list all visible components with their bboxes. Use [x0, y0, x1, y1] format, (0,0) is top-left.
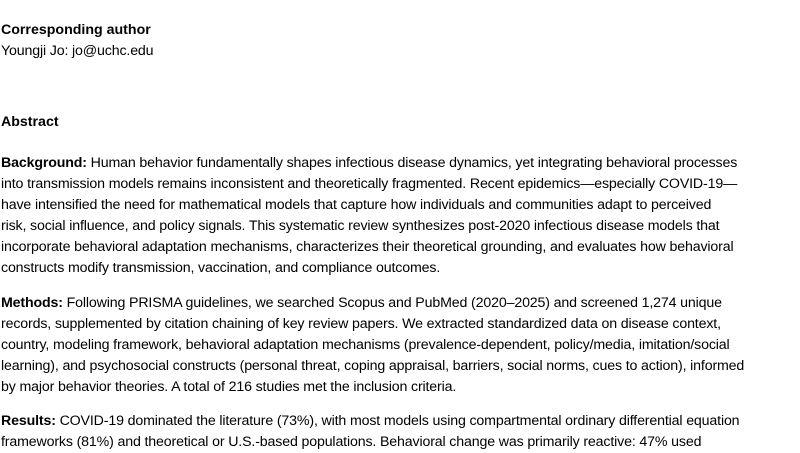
methods-label: Methods: [1, 295, 63, 311]
background-line-5: incorporate behavioral adaptation mechanisms, characterizes their theoretical grounding, and evaluates how behavioral [1, 239, 734, 255]
background-text-1: Human behavior fundamentally shapes infectious disease dynamics, yet integrating behavioral processes [86, 155, 738, 171]
methods-paragraph [1, 293, 796, 398]
methods-line-5: by major behavior theories. A total of 216 studies met the inclusion criteria. [1, 379, 457, 395]
background-paragraph [1, 153, 796, 279]
background-line-2: into transmission models remains inconsistent and theoretically fragmented. Recent epidemics—especially COVID-19— [1, 176, 738, 192]
background-line-4: risk, social influence, and policy signals. This systematic review synthesizes post-2020 infectious disease models that [1, 218, 720, 234]
corresponding-author-heading: Corresponding author [1, 22, 151, 38]
corresponding-author-contact: Youngji Jo: jo@uchc.edu [1, 43, 154, 59]
abstract-heading-block [1, 112, 796, 133]
methods-line-1 [1, 293, 796, 314]
background-line-6: constructs modify transmission, vaccination, and compliance outcomes. [1, 260, 441, 276]
background-label: Background: [1, 155, 87, 171]
results-line-2: frameworks (81%) and theoretical or U.S.-based populations. Behavioral change was primarily reactive: 47% used [1, 434, 702, 450]
results-text-1: COVID-19 dominated the literature (73%), with most models using compartmental ordinary differential equation [55, 413, 740, 429]
corresponding-author-section [1, 20, 796, 62]
results-label: Results: [1, 413, 56, 429]
results-paragraph [1, 411, 796, 453]
methods-text-1: Following PRISMA guidelines, we searched Scopus and PubMed (2020–2025) and screened 1,274 unique [62, 295, 722, 311]
abstract-heading: Abstract [1, 114, 59, 130]
methods-line-4: learning), and psychosocial constructs (personal threat, coping appraisal, barriers, social norms, cues to action), informed [1, 358, 745, 374]
results-line-1 [1, 411, 796, 432]
background-line-3: have intensified the need for mathematical models that capture how individuals and communities adapt to perceived [1, 197, 712, 213]
background-line-1 [1, 153, 796, 174]
methods-line-2: records, supplemented by citation chaining of key review papers. We extracted standardized data on disease context, [1, 316, 721, 332]
methods-line-3: country, modeling framework, behavioral adaptation mechanisms (prevalence-dependent, policy/media, imitation/social [1, 337, 730, 353]
